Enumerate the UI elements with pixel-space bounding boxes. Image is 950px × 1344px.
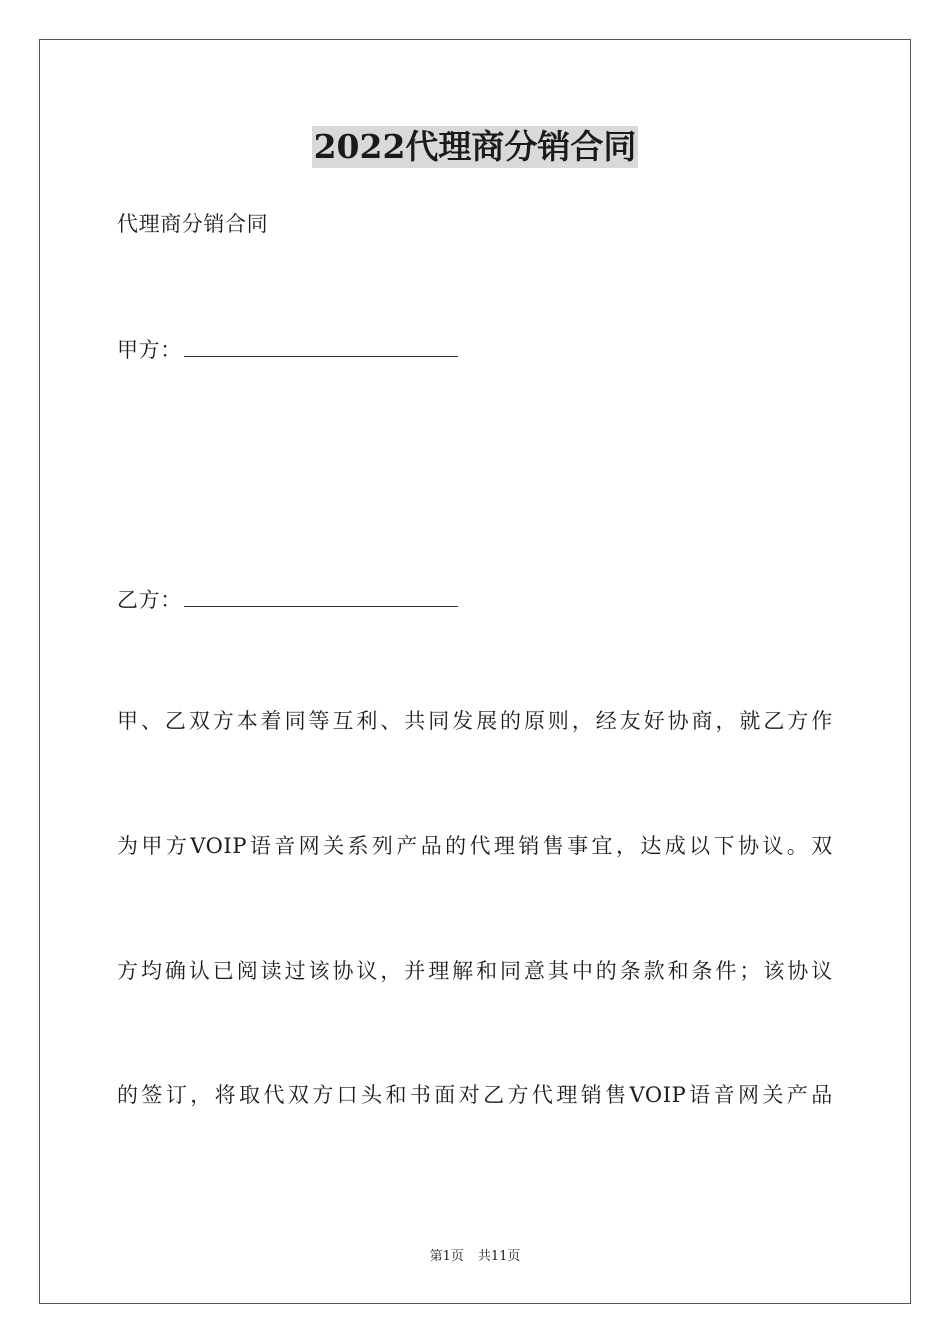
page-footer	[0, 1248, 950, 1266]
body-line-3: 方 均 确 认 已 阅 读 过 该 协 议 ， 并 理 解 和 同 意 其 中 的 条 款 和 条 件 ； 该 协 议	[117, 959, 833, 983]
document-title: 2022代理商分销合同	[313, 127, 637, 166]
body-line-2: 为 甲 方 VOIP 语 音 网 关 系 列 产 品 的 代 理 销 售 事 宜 ， 达 成 以 下 协 议 。 双	[117, 834, 833, 858]
party-b-blank	[184, 588, 458, 607]
body-line-4: 的 签 订 ， 将 取 代 双 方 口 头 和 书 面 对 乙 方 代 理 销 售 VOIP 语 音 网 关 产 品	[117, 1083, 833, 1107]
page-number: 第1页	[429, 1249, 464, 1264]
party-b-label: 乙方：	[117, 588, 182, 612]
page-total: 共11页	[477, 1249, 521, 1264]
body-line-1: 甲 、 乙 双 方 本 着 同 等 互 利 、 共 同 发 展 的 原 则 ， 经 友 好 协 商 ， 就 乙 方 作	[117, 709, 833, 733]
title-container	[0, 126, 950, 168]
party-a-line	[117, 336, 458, 364]
party-a-blank	[184, 338, 458, 357]
party-b-line	[117, 586, 458, 614]
document-subtitle: 代理商分销合同	[117, 212, 269, 236]
party-a-label: 甲方：	[117, 338, 182, 362]
